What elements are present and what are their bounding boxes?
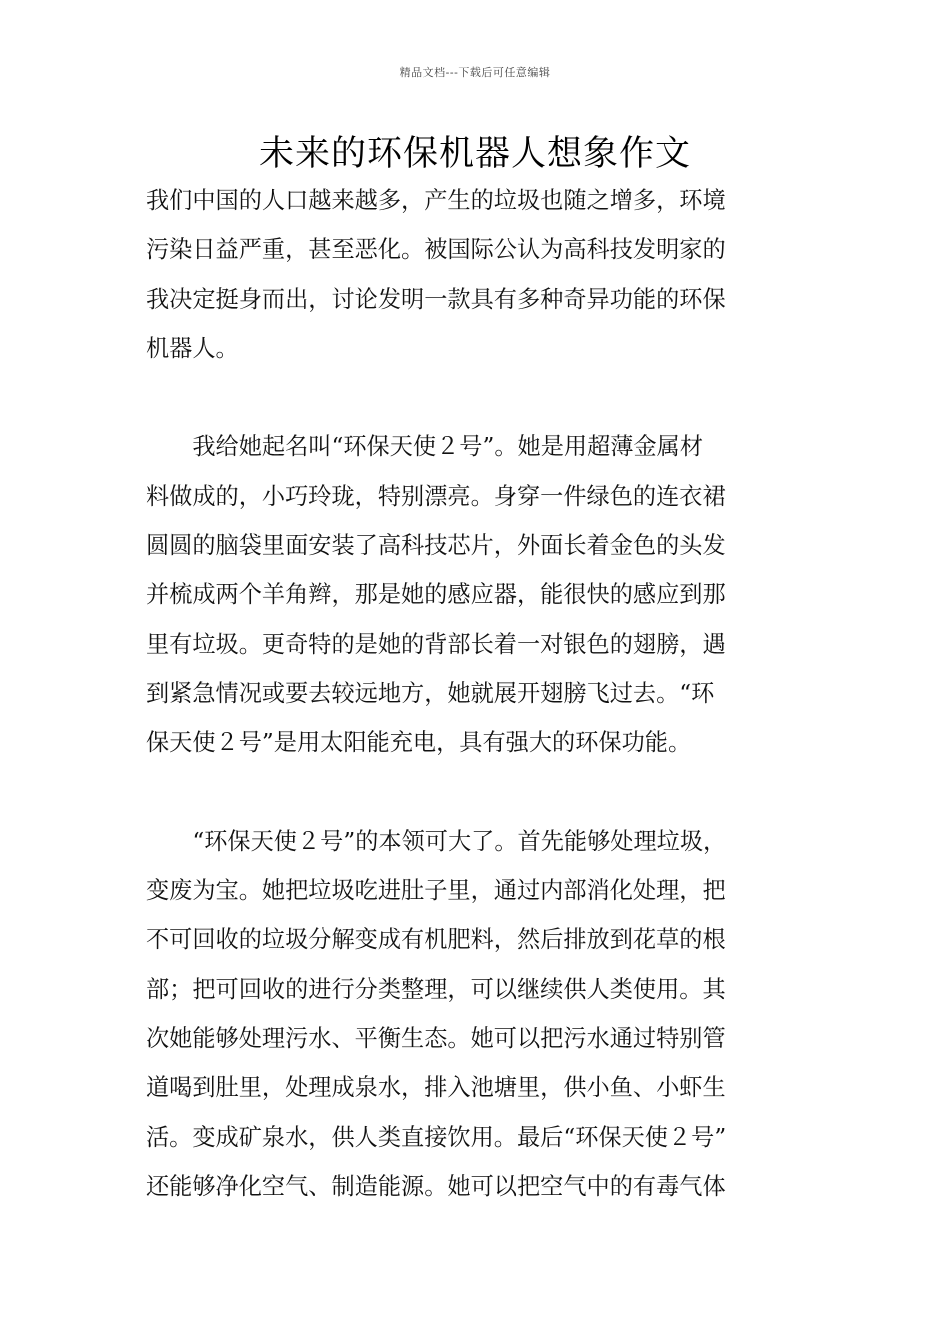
text-line: 我们中国的人口越来越多，产生的垃圾也随之增多，环境 xyxy=(146,187,726,214)
paragraph-intro xyxy=(146,176,810,373)
text-line: 污染日益严重，甚至恶化。被国际公认为高科技发明家的 xyxy=(146,236,726,264)
text-line: 道喝到肚里，处理成泉水，排入池塘里，供小鱼、小虾生 xyxy=(146,1074,726,1102)
text-line: 里有垃圾。更奇特的是她的背部长着一对银色的翅膀，遇 xyxy=(146,630,726,658)
paragraph-description xyxy=(146,422,810,767)
text-line: 圆圆的脑袋里面安装了高科技芯片，外面长着金色的头发 xyxy=(146,532,726,560)
text-line: 机器人。 xyxy=(146,334,239,362)
text-line: 不可回收的垃圾分解变成有机肥料，然后排放到花草的根 xyxy=(146,926,726,954)
text-line: 我决定挺身而出，讨论发明一款具有多种奇异功能的环保 xyxy=(146,285,726,313)
text-line: 变废为宝。她把垃圾吃进肚子里，通过内部消化处理，把 xyxy=(146,877,726,905)
document-body xyxy=(146,176,810,1211)
paragraph-abilities xyxy=(146,817,810,1211)
header-note: 精品文档---下载后可任意编辑 xyxy=(399,66,551,79)
text-line: “环保天使２号”的本领可大了。首先能够处理垃圾， xyxy=(146,827,727,855)
text-line: 还能够净化空气、制造能源。她可以把空气中的有毒气体 xyxy=(146,1172,726,1200)
text-line: 活。变成矿泉水，供人类直接饮用。最后“环保天使２号” xyxy=(146,1123,727,1151)
text-line: 并梳成两个羊角辫，那是她的感应器，能很快的感应到那 xyxy=(146,581,726,609)
page-title: 未来的环保机器人想象作文 xyxy=(258,134,691,174)
paragraph-gap xyxy=(146,373,810,422)
text-line: 到紧急情况或要去较远地方，她就展开翅膀飞过去。“环 xyxy=(146,679,715,707)
paragraph-gap xyxy=(146,768,810,817)
text-line: 次她能够处理污水、平衡生态。她可以把污水通过特别管 xyxy=(146,1025,726,1053)
text-line: 我给她起名叫“环保天使２号”。她是用超薄金属材 xyxy=(146,433,704,461)
text-line: 料做成的，小巧玲珑，特别漂亮。身穿一件绿色的连衣裙 xyxy=(146,482,726,510)
text-line: 保天使２号”是用太阳能充电，具有强大的环保功能。 xyxy=(146,729,692,757)
text-line: 部；把可回收的进行分类整理，可以继续供人类使用。其 xyxy=(146,975,726,1003)
